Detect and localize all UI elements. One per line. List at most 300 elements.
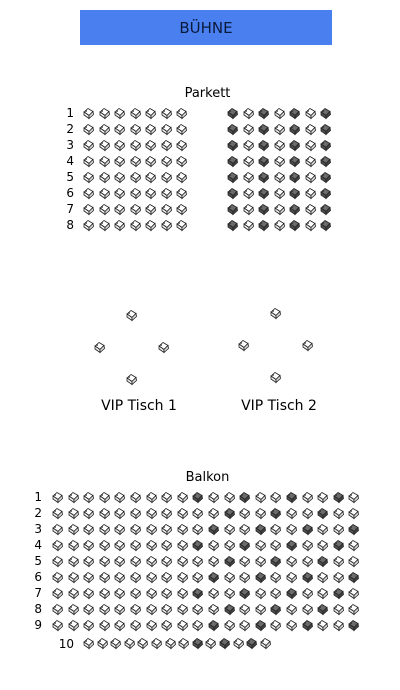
seat-balkon[interactable]	[113, 619, 126, 632]
seat-parkett-left[interactable]	[160, 203, 173, 216]
seat-parkett-left[interactable]	[175, 107, 188, 120]
seat-parkett-left[interactable]	[113, 171, 126, 184]
seat-parkett-right[interactable]	[288, 139, 301, 152]
seat-parkett-right[interactable]	[257, 203, 270, 216]
seat-parkett-left[interactable]	[144, 155, 157, 168]
seat-parkett-right[interactable]	[273, 203, 286, 216]
seat-parkett-left[interactable]	[129, 171, 142, 184]
seat-balkon[interactable]	[223, 539, 236, 552]
seat-balkon[interactable]	[316, 491, 329, 504]
seat-balkon[interactable]	[301, 555, 314, 568]
seat-balkon[interactable]	[207, 619, 220, 632]
seat-balkon[interactable]	[176, 587, 189, 600]
seat-parkett-left[interactable]	[98, 171, 111, 184]
seat-parkett-left[interactable]	[129, 187, 142, 200]
seat-balkon[interactable]	[301, 523, 314, 536]
seat-balkon[interactable]	[82, 491, 95, 504]
seat-balkon[interactable]	[285, 603, 298, 616]
seat-parkett-right[interactable]	[319, 203, 332, 216]
seat-balkon[interactable]	[51, 571, 64, 584]
seat-parkett-right[interactable]	[273, 219, 286, 232]
seat-parkett-right[interactable]	[242, 139, 255, 152]
seat-balkon[interactable]	[123, 637, 136, 650]
seat-balkon[interactable]	[67, 603, 80, 616]
seat-balkon[interactable]	[67, 507, 80, 520]
seat-parkett-right[interactable]	[304, 219, 317, 232]
seat-parkett-left[interactable]	[144, 219, 157, 232]
seat-parkett-right[interactable]	[242, 155, 255, 168]
seat-balkon[interactable]	[347, 603, 360, 616]
seat-balkon[interactable]	[301, 619, 314, 632]
seat-parkett-right[interactable]	[288, 219, 301, 232]
seat-balkon[interactable]	[191, 571, 204, 584]
seat-parkett-right[interactable]	[319, 123, 332, 136]
seat-balkon[interactable]	[238, 523, 251, 536]
seat-parkett-left[interactable]	[129, 203, 142, 216]
seat-parkett-left[interactable]	[175, 123, 188, 136]
seat-parkett-left[interactable]	[129, 107, 142, 120]
seat-balkon[interactable]	[347, 491, 360, 504]
seat-balkon[interactable]	[129, 523, 142, 536]
seat-parkett-left[interactable]	[160, 123, 173, 136]
seat-balkon[interactable]	[301, 491, 314, 504]
seat-balkon[interactable]	[269, 491, 282, 504]
seat-parkett-left[interactable]	[144, 203, 157, 216]
seat-parkett-right[interactable]	[242, 107, 255, 120]
seat-balkon[interactable]	[82, 507, 95, 520]
seat-balkon[interactable]	[269, 587, 282, 600]
seat-balkon[interactable]	[301, 571, 314, 584]
seat-balkon[interactable]	[191, 555, 204, 568]
seat-balkon[interactable]	[176, 603, 189, 616]
seat-parkett-left[interactable]	[82, 107, 95, 120]
seat-parkett-right[interactable]	[304, 203, 317, 216]
seat-balkon[interactable]	[82, 587, 95, 600]
seat-balkon[interactable]	[98, 587, 111, 600]
seat-balkon[interactable]	[145, 539, 158, 552]
seat-balkon[interactable]	[67, 571, 80, 584]
seat-balkon[interactable]	[332, 539, 345, 552]
seat-balkon[interactable]	[82, 637, 95, 650]
seat-balkon[interactable]	[113, 539, 126, 552]
seat-balkon[interactable]	[82, 619, 95, 632]
seat-balkon[interactable]	[51, 491, 64, 504]
seat-parkett-left[interactable]	[113, 107, 126, 120]
seat-balkon[interactable]	[238, 491, 251, 504]
seat-balkon[interactable]	[238, 587, 251, 600]
seat-parkett-left[interactable]	[113, 155, 126, 168]
seat-balkon[interactable]	[113, 491, 126, 504]
seat-parkett-left[interactable]	[129, 139, 142, 152]
seat-parkett-right[interactable]	[304, 123, 317, 136]
seat-balkon[interactable]	[207, 523, 220, 536]
seat-balkon[interactable]	[316, 555, 329, 568]
seat-balkon[interactable]	[269, 603, 282, 616]
seat-parkett-left[interactable]	[175, 139, 188, 152]
seat-parkett-right[interactable]	[319, 155, 332, 168]
seat-parkett-right[interactable]	[257, 219, 270, 232]
seat-parkett-right[interactable]	[242, 123, 255, 136]
seat-parkett-right[interactable]	[304, 187, 317, 200]
seat-parkett-right[interactable]	[257, 155, 270, 168]
seat-balkon[interactable]	[332, 523, 345, 536]
seat-parkett-right[interactable]	[226, 107, 239, 120]
seat-parkett-left[interactable]	[82, 187, 95, 200]
seat-parkett-left[interactable]	[129, 155, 142, 168]
seat-balkon[interactable]	[332, 603, 345, 616]
seat-parkett-left[interactable]	[98, 139, 111, 152]
seat-balkon[interactable]	[285, 587, 298, 600]
seat-parkett-left[interactable]	[113, 187, 126, 200]
seat-parkett-left[interactable]	[144, 107, 157, 120]
seat-parkett-right[interactable]	[257, 139, 270, 152]
seat-parkett-right[interactable]	[288, 203, 301, 216]
seat-balkon[interactable]	[285, 571, 298, 584]
seat-parkett-right[interactable]	[257, 171, 270, 184]
seat-balkon[interactable]	[113, 603, 126, 616]
seat-parkett-right[interactable]	[304, 171, 317, 184]
seat-balkon[interactable]	[113, 507, 126, 520]
vip2-seat-bottom[interactable]	[269, 371, 282, 384]
seat-parkett-right[interactable]	[304, 155, 317, 168]
seat-balkon[interactable]	[160, 507, 173, 520]
seat-parkett-right[interactable]	[242, 171, 255, 184]
seat-parkett-right[interactable]	[257, 107, 270, 120]
seat-balkon[interactable]	[254, 539, 267, 552]
seat-balkon[interactable]	[98, 507, 111, 520]
seat-parkett-left[interactable]	[82, 139, 95, 152]
seat-balkon[interactable]	[254, 571, 267, 584]
seat-balkon[interactable]	[254, 603, 267, 616]
seat-balkon[interactable]	[316, 619, 329, 632]
seat-balkon[interactable]	[347, 555, 360, 568]
seat-balkon[interactable]	[218, 637, 231, 650]
seat-balkon[interactable]	[145, 523, 158, 536]
seat-balkon[interactable]	[207, 539, 220, 552]
seat-parkett-right[interactable]	[288, 187, 301, 200]
seat-parkett-left[interactable]	[175, 203, 188, 216]
seat-balkon[interactable]	[82, 523, 95, 536]
seat-parkett-left[interactable]	[129, 219, 142, 232]
seat-balkon[interactable]	[301, 587, 314, 600]
seat-balkon[interactable]	[113, 587, 126, 600]
seat-parkett-left[interactable]	[113, 139, 126, 152]
seat-parkett-right[interactable]	[273, 187, 286, 200]
seat-balkon[interactable]	[223, 587, 236, 600]
seat-balkon[interactable]	[332, 491, 345, 504]
seat-balkon[interactable]	[136, 637, 149, 650]
seat-parkett-right[interactable]	[319, 107, 332, 120]
seat-parkett-left[interactable]	[160, 155, 173, 168]
seat-parkett-left[interactable]	[113, 203, 126, 216]
seat-parkett-left[interactable]	[113, 123, 126, 136]
seat-parkett-right[interactable]	[319, 139, 332, 152]
seat-parkett-right[interactable]	[304, 107, 317, 120]
seat-parkett-right[interactable]	[226, 171, 239, 184]
seat-parkett-left[interactable]	[160, 139, 173, 152]
seat-parkett-left[interactable]	[98, 203, 111, 216]
seat-balkon[interactable]	[316, 523, 329, 536]
seat-balkon[interactable]	[285, 523, 298, 536]
seat-balkon[interactable]	[82, 555, 95, 568]
seat-balkon[interactable]	[67, 491, 80, 504]
seat-balkon[interactable]	[207, 491, 220, 504]
seat-parkett-left[interactable]	[144, 139, 157, 152]
seat-balkon[interactable]	[129, 619, 142, 632]
seat-parkett-right[interactable]	[226, 203, 239, 216]
seat-balkon[interactable]	[98, 539, 111, 552]
seat-parkett-right[interactable]	[288, 123, 301, 136]
seat-balkon[interactable]	[160, 619, 173, 632]
seat-balkon[interactable]	[145, 587, 158, 600]
seat-parkett-left[interactable]	[144, 187, 157, 200]
seat-balkon[interactable]	[316, 539, 329, 552]
seat-balkon[interactable]	[98, 571, 111, 584]
seat-balkon[interactable]	[285, 619, 298, 632]
seat-balkon[interactable]	[113, 571, 126, 584]
seat-balkon[interactable]	[316, 587, 329, 600]
seat-parkett-right[interactable]	[319, 187, 332, 200]
seat-balkon[interactable]	[176, 619, 189, 632]
seat-parkett-left[interactable]	[82, 155, 95, 168]
seat-parkett-left[interactable]	[82, 219, 95, 232]
seat-balkon[interactable]	[191, 637, 204, 650]
seat-balkon[interactable]	[160, 523, 173, 536]
seat-balkon[interactable]	[176, 539, 189, 552]
seat-balkon[interactable]	[145, 619, 158, 632]
seat-balkon[interactable]	[269, 507, 282, 520]
seat-balkon[interactable]	[254, 587, 267, 600]
seat-parkett-left[interactable]	[98, 155, 111, 168]
seat-balkon[interactable]	[347, 539, 360, 552]
seat-parkett-right[interactable]	[304, 139, 317, 152]
seat-parkett-right[interactable]	[242, 187, 255, 200]
seat-balkon[interactable]	[129, 539, 142, 552]
seat-balkon[interactable]	[269, 571, 282, 584]
seat-parkett-left[interactable]	[144, 123, 157, 136]
seat-balkon[interactable]	[160, 555, 173, 568]
seat-balkon[interactable]	[145, 555, 158, 568]
seat-parkett-left[interactable]	[113, 219, 126, 232]
seat-parkett-right[interactable]	[273, 139, 286, 152]
seat-balkon[interactable]	[269, 555, 282, 568]
seat-balkon[interactable]	[51, 523, 64, 536]
seat-balkon[interactable]	[285, 539, 298, 552]
seat-balkon[interactable]	[254, 491, 267, 504]
seat-balkon[interactable]	[177, 637, 190, 650]
seat-parkett-right[interactable]	[319, 219, 332, 232]
seat-parkett-right[interactable]	[226, 155, 239, 168]
seat-balkon[interactable]	[301, 603, 314, 616]
seat-balkon[interactable]	[191, 523, 204, 536]
seat-balkon[interactable]	[145, 603, 158, 616]
seat-balkon[interactable]	[82, 571, 95, 584]
seat-balkon[interactable]	[301, 507, 314, 520]
seat-balkon[interactable]	[207, 507, 220, 520]
seat-balkon[interactable]	[191, 491, 204, 504]
seat-balkon[interactable]	[347, 571, 360, 584]
seat-balkon[interactable]	[254, 523, 267, 536]
seat-balkon[interactable]	[176, 571, 189, 584]
vip2-seat-top[interactable]	[269, 307, 282, 320]
seat-balkon[interactable]	[347, 523, 360, 536]
seat-balkon[interactable]	[176, 507, 189, 520]
seat-balkon[interactable]	[160, 571, 173, 584]
seat-balkon[interactable]	[332, 587, 345, 600]
seat-balkon[interactable]	[347, 507, 360, 520]
seat-balkon[interactable]	[160, 587, 173, 600]
seat-parkett-right[interactable]	[273, 171, 286, 184]
seat-parkett-left[interactable]	[160, 171, 173, 184]
seat-balkon[interactable]	[207, 603, 220, 616]
vip1-seat-top[interactable]	[125, 309, 138, 322]
vip1-seat-bottom[interactable]	[125, 373, 138, 386]
seat-balkon[interactable]	[269, 619, 282, 632]
seat-balkon[interactable]	[254, 619, 267, 632]
seat-balkon[interactable]	[82, 603, 95, 616]
seat-balkon[interactable]	[245, 637, 258, 650]
seat-balkon[interactable]	[191, 587, 204, 600]
seat-parkett-left[interactable]	[98, 187, 111, 200]
seat-parkett-left[interactable]	[175, 219, 188, 232]
seat-balkon[interactable]	[145, 507, 158, 520]
seat-balkon[interactable]	[269, 523, 282, 536]
seat-balkon[interactable]	[207, 555, 220, 568]
seat-parkett-right[interactable]	[226, 139, 239, 152]
seat-balkon[interactable]	[160, 491, 173, 504]
seat-balkon[interactable]	[113, 523, 126, 536]
seat-parkett-left[interactable]	[98, 219, 111, 232]
seat-balkon[interactable]	[98, 491, 111, 504]
seat-parkett-right[interactable]	[226, 123, 239, 136]
seat-balkon[interactable]	[176, 491, 189, 504]
seat-balkon[interactable]	[98, 523, 111, 536]
seat-balkon[interactable]	[191, 507, 204, 520]
seat-balkon[interactable]	[238, 507, 251, 520]
seat-balkon[interactable]	[223, 555, 236, 568]
seat-balkon[interactable]	[160, 603, 173, 616]
seat-balkon[interactable]	[129, 571, 142, 584]
seat-parkett-right[interactable]	[273, 107, 286, 120]
seat-parkett-left[interactable]	[98, 123, 111, 136]
seat-balkon[interactable]	[223, 571, 236, 584]
seat-parkett-left[interactable]	[175, 187, 188, 200]
seat-balkon[interactable]	[51, 507, 64, 520]
seat-balkon[interactable]	[223, 603, 236, 616]
seat-balkon[interactable]	[67, 539, 80, 552]
seat-balkon[interactable]	[332, 571, 345, 584]
seat-balkon[interactable]	[254, 555, 267, 568]
seat-balkon[interactable]	[98, 555, 111, 568]
seat-parkett-left[interactable]	[98, 107, 111, 120]
seat-parkett-left[interactable]	[175, 155, 188, 168]
seat-balkon[interactable]	[301, 539, 314, 552]
seat-parkett-left[interactable]	[144, 171, 157, 184]
seat-balkon[interactable]	[51, 619, 64, 632]
seat-parkett-right[interactable]	[288, 171, 301, 184]
seat-balkon[interactable]	[109, 637, 122, 650]
seat-parkett-right[interactable]	[273, 155, 286, 168]
seat-balkon[interactable]	[164, 637, 177, 650]
seat-balkon[interactable]	[204, 637, 217, 650]
seat-balkon[interactable]	[96, 637, 109, 650]
seat-balkon[interactable]	[285, 491, 298, 504]
seat-balkon[interactable]	[191, 603, 204, 616]
seat-balkon[interactable]	[129, 555, 142, 568]
seat-parkett-right[interactable]	[288, 155, 301, 168]
seat-parkett-left[interactable]	[82, 123, 95, 136]
seat-balkon[interactable]	[254, 507, 267, 520]
seat-balkon[interactable]	[347, 619, 360, 632]
seat-balkon[interactable]	[51, 587, 64, 600]
seat-balkon[interactable]	[269, 539, 282, 552]
seat-balkon[interactable]	[67, 619, 80, 632]
seat-balkon[interactable]	[82, 539, 95, 552]
seat-balkon[interactable]	[223, 523, 236, 536]
vip2-seat-left[interactable]	[237, 339, 250, 352]
seat-parkett-right[interactable]	[226, 219, 239, 232]
seat-parkett-left[interactable]	[160, 187, 173, 200]
seat-parkett-right[interactable]	[242, 219, 255, 232]
seat-balkon[interactable]	[347, 587, 360, 600]
seat-balkon[interactable]	[238, 571, 251, 584]
seat-balkon[interactable]	[223, 507, 236, 520]
seat-balkon[interactable]	[150, 637, 163, 650]
seat-balkon[interactable]	[176, 523, 189, 536]
seat-balkon[interactable]	[129, 603, 142, 616]
seat-balkon[interactable]	[191, 539, 204, 552]
seat-balkon[interactable]	[145, 571, 158, 584]
seat-balkon[interactable]	[51, 539, 64, 552]
seat-balkon[interactable]	[129, 507, 142, 520]
seat-balkon[interactable]	[51, 555, 64, 568]
seat-balkon[interactable]	[67, 523, 80, 536]
seat-balkon[interactable]	[316, 507, 329, 520]
seat-parkett-left[interactable]	[160, 219, 173, 232]
vip2-seat-right[interactable]	[301, 339, 314, 352]
seat-balkon[interactable]	[98, 619, 111, 632]
seat-balkon[interactable]	[129, 587, 142, 600]
seat-balkon[interactable]	[67, 555, 80, 568]
seat-balkon[interactable]	[160, 539, 173, 552]
seat-balkon[interactable]	[238, 539, 251, 552]
seat-parkett-right[interactable]	[226, 187, 239, 200]
seat-balkon[interactable]	[232, 637, 245, 650]
seat-balkon[interactable]	[332, 555, 345, 568]
vip1-seat-left[interactable]	[93, 341, 106, 354]
seat-balkon[interactable]	[285, 507, 298, 520]
seat-balkon[interactable]	[113, 555, 126, 568]
seat-parkett-left[interactable]	[82, 203, 95, 216]
seat-parkett-right[interactable]	[257, 123, 270, 136]
seat-balkon[interactable]	[332, 507, 345, 520]
seat-balkon[interactable]	[129, 491, 142, 504]
seat-balkon[interactable]	[67, 587, 80, 600]
seat-balkon[interactable]	[316, 571, 329, 584]
seat-balkon[interactable]	[316, 603, 329, 616]
seat-balkon[interactable]	[223, 619, 236, 632]
vip1-seat-right[interactable]	[157, 341, 170, 354]
seat-parkett-right[interactable]	[319, 171, 332, 184]
seat-balkon[interactable]	[51, 603, 64, 616]
seat-balkon[interactable]	[332, 619, 345, 632]
seat-parkett-right[interactable]	[257, 187, 270, 200]
seat-balkon[interactable]	[98, 603, 111, 616]
seat-parkett-right[interactable]	[273, 123, 286, 136]
seat-balkon[interactable]	[259, 637, 272, 650]
seat-parkett-right[interactable]	[242, 203, 255, 216]
seat-balkon[interactable]	[191, 619, 204, 632]
